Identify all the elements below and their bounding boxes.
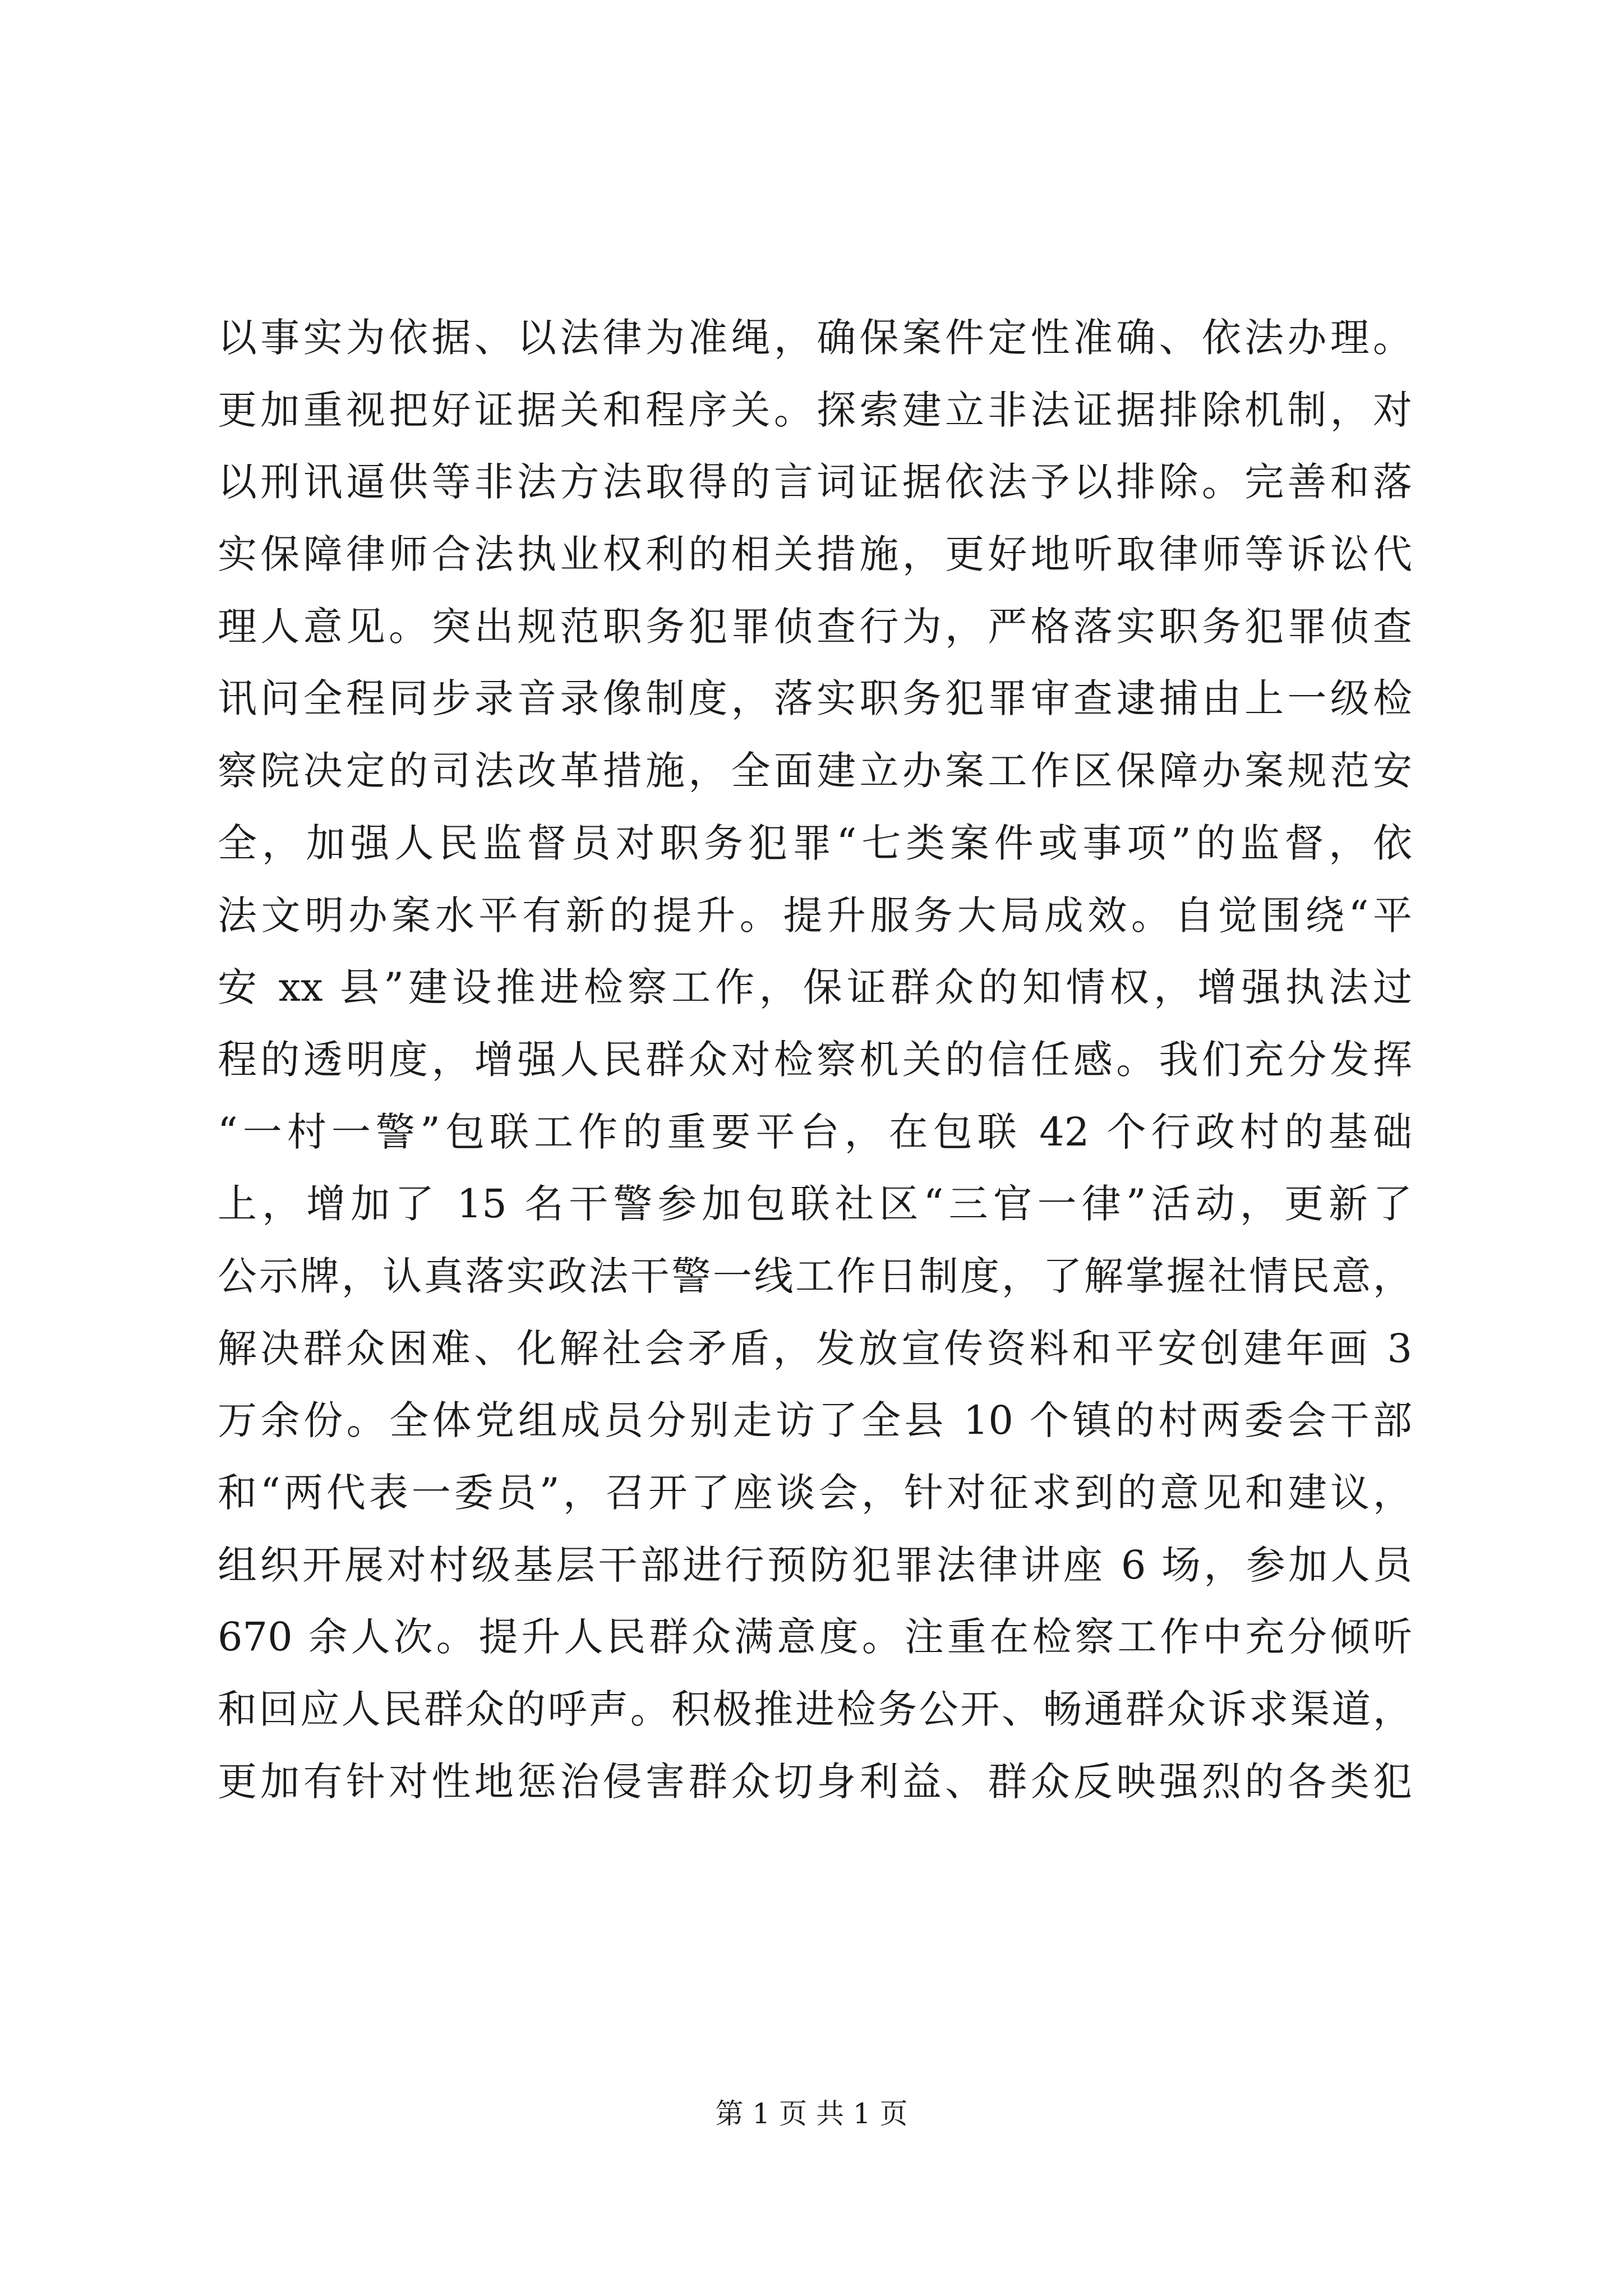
text-line: 解决群众困难、化解社会矛盾，发放宣传资料和平安创建年画 3	[218, 1325, 1412, 1372]
text-line: 和回应人民群众的呼声。积极推进检务公开、畅通群众诉求渠道，	[218, 1686, 1412, 1733]
body-text	[218, 302, 1412, 1818]
text-line: 法文明办案水平有新的提升。提升服务大局成效。自觉围绕“平	[218, 892, 1412, 938]
text-line: “一村一警”包联工作的重要平台，在包联 42 个行政村的基础	[218, 1108, 1412, 1155]
text-line: 和“两代表一委员”，召开了座谈会，针对征求到的意见和建议，	[218, 1470, 1412, 1516]
text-line: 670 余人次。提升人民群众满意度。注重在检察工作中充分倾听	[218, 1614, 1412, 1660]
text-line: 全，加强人民监督员对职务犯罪“七类案件或事项”的监督，依	[218, 820, 1412, 866]
text-line: 讯问全程同步录音录像制度，落实职务犯罪审查逮捕由上一级检	[218, 675, 1412, 722]
text-line: 更加有针对性地惩治侵害群众切身利益、群众反映强烈的各类犯	[218, 1758, 1412, 1805]
text-line: 理人意见。突出规范职务犯罪侦查行为，严格落实职务犯罪侦查	[218, 603, 1412, 650]
text-line: 安 xx 县”建设推进检察工作，保证群众的知情权，增强执法过	[218, 964, 1412, 1011]
text-line: 万余份。全体党组成员分别走访了全县 10 个镇的村两委会干部	[218, 1397, 1412, 1444]
page-number: 第 1 页 共 1 页	[715, 2097, 908, 2130]
page-footer	[0, 2097, 1623, 2131]
text-line: 以事实为依据、以法律为准绳，确保案件定性准确、依法办理。	[218, 315, 1412, 361]
text-line: 程的透明度，增强人民群众对检察机关的信任感。我们充分发挥	[218, 1036, 1412, 1083]
text-line: 实保障律师合法执业权利的相关措施，更好地听取律师等诉讼代	[218, 531, 1412, 578]
text-line: 察院决定的司法改革措施，全面建立办案工作区保障办案规范安	[218, 748, 1412, 794]
text-line: 以刑讯逼供等非法方法取得的言词证据依法予以排除。完善和落	[218, 459, 1412, 505]
text-line: 上，增加了 15 名干警参加包联社区“三官一律”活动，更新了	[218, 1181, 1412, 1227]
text-line: 更加重视把好证据关和程序关。探索建立非法证据排除机制，对	[218, 386, 1412, 433]
text-line: 公示牌，认真落实政法干警一线工作日制度，了解掌握社情民意，	[218, 1253, 1412, 1299]
text-line: 组织开展对村级基层干部进行预防犯罪法律讲座 6 场，参加人员	[218, 1542, 1412, 1588]
